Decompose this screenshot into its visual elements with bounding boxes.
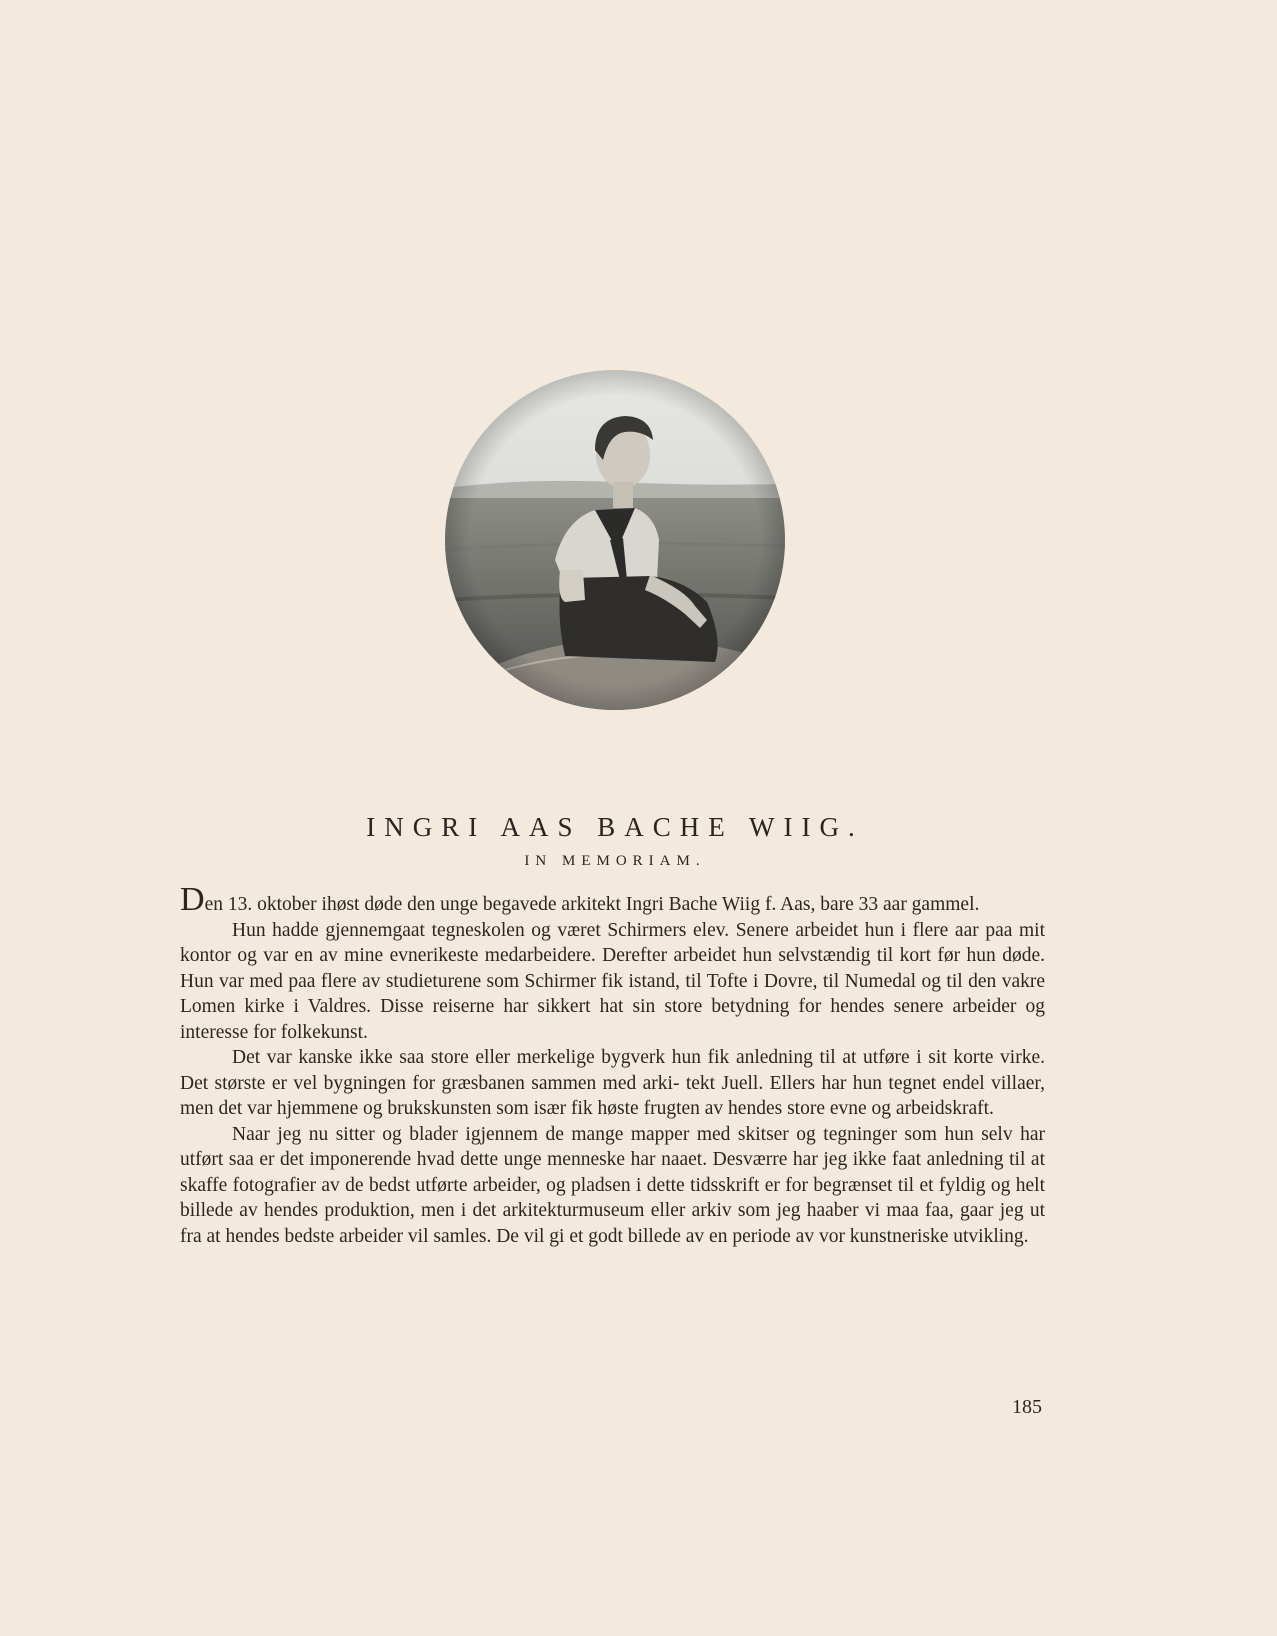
article-body [180, 881, 1045, 1249]
page-number: 185 [1012, 1396, 1042, 1418]
drop-cap: D [180, 881, 205, 918]
portrait-photo [445, 370, 785, 710]
article-title: INGRI AAS BACHE WIIG. [366, 812, 864, 842]
article-subtitle: IN MEMORIAM. [524, 853, 706, 869]
article-paragraph: Det var kanske ikke saa store eller merkelige bygverk hun fik anledning til at utføre i sit korte virke. Det største er vel bygningen for græsbanen sammen med arki- tekt Juell. Ellers har hun tegnet endel villaer, men det var hjemmene og brukskunsten som især fik høste frugten av hendes store evne og arbeidskraft. [180, 1047, 1045, 1119]
article-paragraph: Naar jeg nu sitter og blader igjennem de mange mapper med skitser og tegninger som hun selv har utført saa er det imponerende hvad dette unge menneske har naaet. Desværre har jeg ikke faat anledning til at skaffe fotografier av de bedst utførte arbeider, og pladsen i dette tidsskrift er for begrænset til et fyldig og helt billede av hendes produktion, men i det arkitekturmuseum eller arkiv som jeg haaber vi maa faa, gaar jeg ut fra at hendes bedste arbeider vil samles. De vil gi et godt billede av en periode av vor kunstneriske utvikling. [180, 1123, 1045, 1247]
portrait-photo-image [445, 370, 785, 710]
paragraph-text: en 13. oktober ihøst døde den unge begavede arkitekt Ingri Bache Wiig f. Aas, bare 33 aar gammel. [204, 894, 980, 915]
article-paragraph: Hun hadde gjennemgaat tegneskolen og været Schirmers elev. Senere arbeidet hun i flere aar paa mit kontor og var en av mine evnerikeste medarbeidere. Derefter arbeidet hun selvstændig til kort før hun døde. Hun var med paa flere av studieturene som Schirmer fik istand, til Tofte i Dovre, til Numedal og til den vakre Lomen kirke i Valdres. Disse reiserne har sikkert hat sin store betydning for hendes senere arbeider og interesse for folkekunst. [180, 919, 1045, 1043]
article-paragraph [180, 881, 1045, 918]
